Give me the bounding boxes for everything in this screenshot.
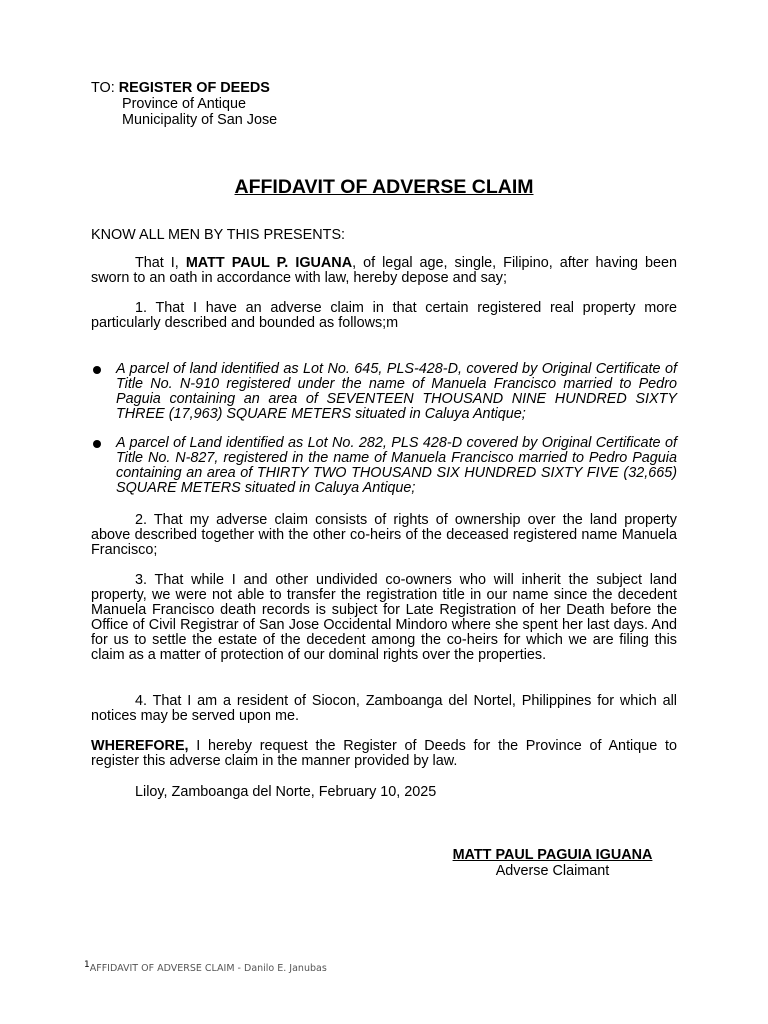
addressee-province: Province of Antique	[122, 96, 246, 112]
wherefore-paragraph	[91, 739, 677, 769]
item-1-paragraph	[91, 301, 677, 331]
addressee-block	[91, 80, 277, 128]
addressee-line	[91, 80, 277, 96]
item-3-text: 3. That while I and other undivided co-owners who will inherit the subject land property, we were not able to transfer the registration title in our name since the decedent Manuela Francisco death records is subject for Late Registration of her Death before the Office of Civil Registrar of San Jose Occidental Mindoro where she spent her last days. And for us to settle the estate of the decedent among the co-heirs for which we are filing this claim as a matter of protection of our dominal rights over the properties.	[91, 572, 677, 663]
addressee-office: REGISTER OF DEEDS	[118, 80, 270, 96]
footnote-text: AFFIDAVIT OF ADVERSE CLAIM - Danilo E. Janubas	[89, 963, 327, 974]
parcel-item	[91, 362, 677, 422]
intro-prefix: That I,	[135, 255, 186, 271]
bullet-icon	[93, 366, 101, 374]
item-4-text: 4. That I am a resident of Siocon, Zamboanga del Nortel, Philippines for which all notices may be served upon me.	[91, 693, 677, 724]
salutation: KNOW ALL MEN BY THIS PRESENTS:	[91, 227, 346, 243]
item-2-text: 2. That my adverse claim consists of rights of ownership over the land property above described together with the other co-heirs of the deceased registered name Manuela Francisco;	[91, 512, 677, 558]
signatory-name: MATT PAUL PAGUIA IGUANA	[452, 847, 653, 863]
parcel-text: A parcel of land identified as Lot No. 645, PLS-428-D, covered by Original Certificate of Title No. N-910 registered under the name of Manuela Francisco married to Pedro Paguia containing an area of SEVENTEEN THOUSAND NINE HUNDRED SIXTY THREE (17,963) SQUARE METERS situated in Caluya Antique;	[116, 361, 677, 422]
wherefore-lead: WHEREFORE,	[91, 738, 189, 754]
place-date-paragraph	[91, 785, 677, 800]
affiant-name: MATT PAUL P. IGUANA	[185, 255, 353, 271]
item-1-text: 1. That I have an adverse claim in that certain registered real property more particularly described and bounded as follows;m	[91, 300, 677, 331]
footnote-marker: 1	[84, 960, 90, 970]
item-3-paragraph	[91, 573, 677, 663]
to-label: TO:	[91, 80, 115, 96]
parcel-item	[91, 436, 677, 496]
intro-paragraph	[91, 256, 677, 286]
signatory-role: Adverse Claimant	[495, 863, 610, 879]
parcel-text: A parcel of Land identified as Lot No. 282, PLS 428-D covered by Original Certificate of Title No. N-827, registered in the name of Manuela Francisco married to Pedro Paguia containing an area of THIRTY TWO THOUSAND SIX HUNDRED SIXTY FIVE (32,665) SQUARE METERS situated in Caluya Antique;	[116, 435, 677, 496]
item-4-paragraph	[91, 694, 677, 724]
addressee-municipality: Municipality of San Jose	[122, 112, 278, 128]
wherefore-text: I hereby request the Register of Deeds for the Province of Antique to register this adverse claim in the manner provided by law.	[91, 738, 677, 769]
bullet-icon	[93, 440, 101, 448]
document-title: AFFIDAVIT OF ADVERSE CLAIM	[234, 176, 534, 198]
item-2-paragraph	[91, 513, 677, 558]
place-date: Liloy, Zamboanga del Norte, February 10, 2025	[135, 784, 437, 800]
footnote	[84, 958, 327, 976]
intro-suffix: , of legal age, single, Filipino, after having been sworn to an oath in accordance with law, hereby depose and say;	[91, 255, 677, 286]
